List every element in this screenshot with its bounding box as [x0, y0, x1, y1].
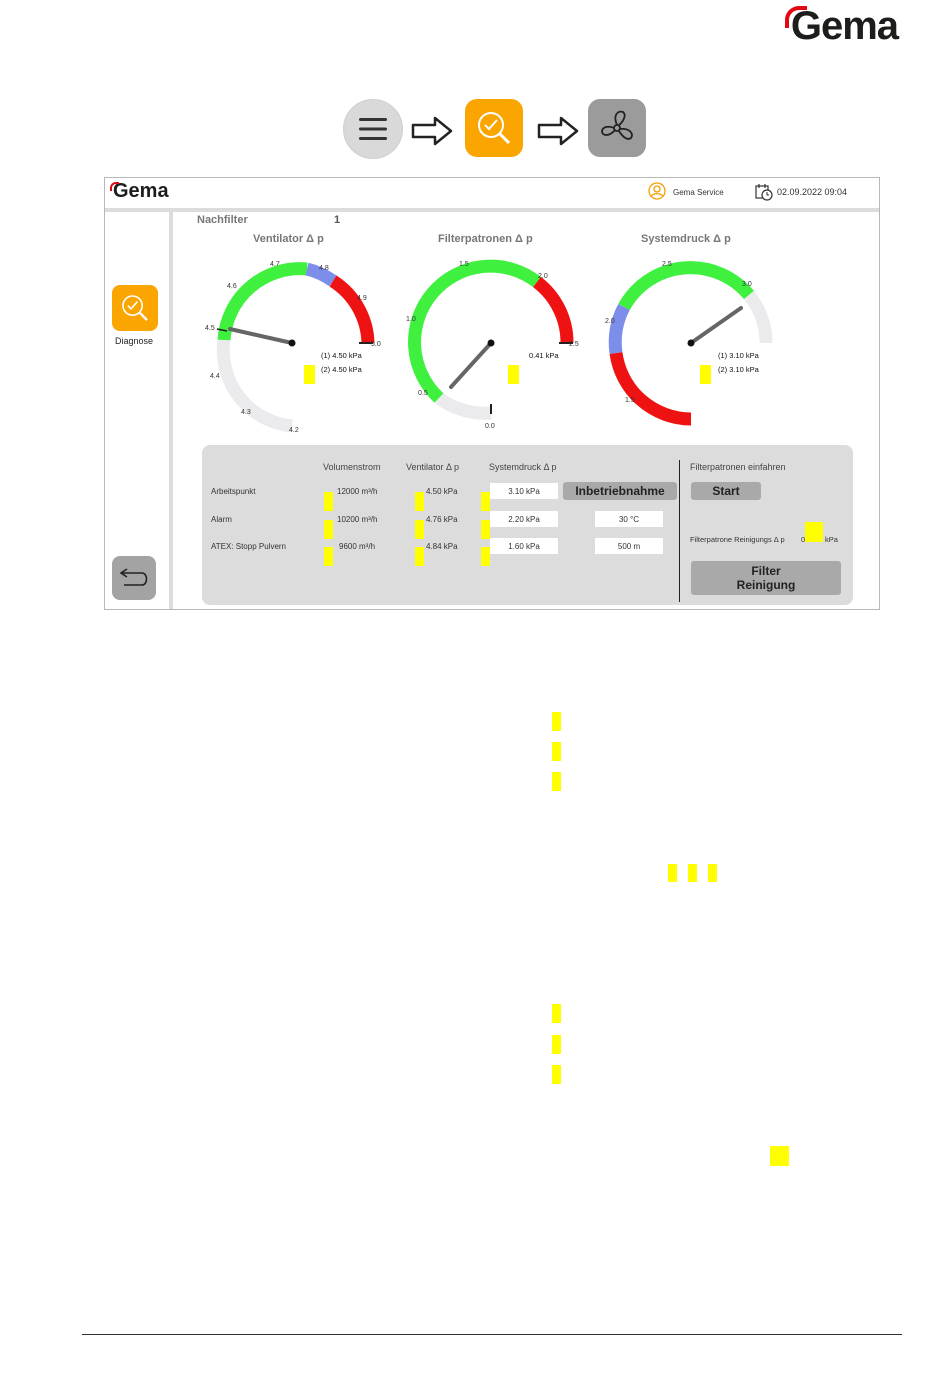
- value-vol-alarm: 10200 m³/h: [337, 515, 378, 524]
- gauge-needle: [230, 329, 292, 343]
- col-header-systemdruck: Systemdruck Δ p: [489, 462, 557, 472]
- gauge-arc-gray: [439, 398, 491, 413]
- gauge-title-systemdruck: Systemdruck Δ p: [641, 233, 731, 245]
- highlight-marker: [481, 492, 490, 511]
- value-vent-alarm: 4.76 kPa: [426, 515, 458, 524]
- gauge-hub: [488, 340, 495, 347]
- gauge-arc-red: [616, 353, 691, 419]
- highlight-marker: [304, 365, 315, 384]
- gauge-arc-red: [333, 281, 368, 343]
- highlight-marker: [770, 1146, 789, 1166]
- setpoint-panel: [202, 445, 853, 605]
- inbetriebnahme-button[interactable]: Inbetriebnahme: [563, 482, 677, 500]
- value-vent-atex: 4.84 kPa: [426, 542, 458, 551]
- highlight-marker: [552, 742, 561, 761]
- highlight-marker: [805, 522, 823, 542]
- calendar-clock-icon: [755, 183, 773, 206]
- gauge-tick-label: 4.3: [241, 409, 251, 416]
- reinigung-label: Filterpatrone Reinigungs Δ p: [690, 535, 785, 544]
- gauge-readout-1: 0.41 kPa: [529, 351, 559, 360]
- gauge-readout-2: (2) 3.10 kPa: [718, 365, 759, 374]
- col-header-ventilator: Ventilator Δ p: [406, 462, 460, 472]
- top-bar: [105, 178, 879, 212]
- gauge-hub: [289, 340, 296, 347]
- highlight-marker: [415, 520, 424, 539]
- highlight-marker: [552, 1065, 561, 1084]
- panel-divider: [679, 460, 680, 602]
- gauge-tick-label: 5.0: [371, 341, 381, 348]
- gauge-tick-label: 4.2: [289, 427, 299, 434]
- reinigung-unit: kPa: [825, 535, 838, 544]
- gauge-tick-label: 0.5: [418, 390, 428, 397]
- gauge-tick-label: 2.0: [605, 318, 615, 325]
- gauge-tick-label: 0.0: [485, 423, 495, 430]
- highlight-marker: [552, 1004, 561, 1023]
- filterpatronen-einfahren-title: Filterpatronen einfahren: [690, 462, 786, 472]
- row-label-atex: ATEX: Stopp Pulvern: [211, 542, 286, 551]
- highlight-marker: [481, 547, 490, 566]
- gauge-tick-label: 1.5: [625, 397, 635, 404]
- highlight-marker: [415, 492, 424, 511]
- logo-arc-icon: [110, 182, 119, 191]
- gauge-tick-label: 4.7: [270, 261, 280, 268]
- highlight-marker: [324, 520, 333, 539]
- gauge-arc-gray: [749, 295, 766, 343]
- col-header-volumenstrom: Volumenstrom: [323, 462, 381, 472]
- gauge-tick-label: 4.6: [227, 283, 237, 290]
- highlight-marker: [324, 547, 333, 566]
- highlight-marker: [324, 492, 333, 511]
- input-sys-atex[interactable]: 1.60 kPa: [490, 538, 558, 554]
- back-button[interactable]: [112, 556, 156, 600]
- back-icon: [118, 567, 150, 589]
- datetime: 02.09.2022 09:04: [777, 187, 848, 197]
- arrow-right-icon: [411, 116, 453, 151]
- row-label-arbeitspunkt: Arbeitspunkt: [211, 487, 256, 496]
- gauge-title-filterpatronen: Filterpatronen Δ p: [438, 233, 533, 245]
- diagnose-icon[interactable]: [465, 99, 523, 157]
- filter-reinigung-button[interactable]: Filter Reinigung: [691, 561, 841, 595]
- highlight-marker: [668, 864, 677, 882]
- gauge-readout-1: (1) 4.50 kPa: [321, 351, 362, 360]
- highlight-marker: [552, 1035, 561, 1054]
- gauge-tick-label: 2.5: [662, 261, 672, 268]
- input-temperature[interactable]: 30 °C: [595, 511, 663, 527]
- reinigung-value: 0: [801, 535, 806, 544]
- gauge-tick-label: 4.5: [205, 325, 215, 332]
- value-vent-arbeitspunkt: 4.50 kPa: [426, 487, 458, 496]
- highlight-marker: [415, 547, 424, 566]
- gauge-hub: [688, 340, 695, 347]
- gauge-arc-gray: [223, 340, 292, 426]
- highlight-marker: [508, 365, 519, 384]
- gauge-ventilator: [195, 250, 395, 440]
- gauge-systemdruck: [595, 250, 795, 440]
- value-vol-arbeitspunkt: 12000 m³/h: [337, 487, 378, 496]
- hmi-screen: [104, 177, 880, 610]
- highlight-marker: [552, 772, 561, 791]
- gauge-tick-label: 2.0: [538, 273, 548, 280]
- diagnose-label: Diagnose: [115, 336, 154, 346]
- gauge-readout-2: (2) 4.50 kPa: [321, 365, 362, 374]
- gauge-needle: [451, 343, 491, 387]
- gauge-needle: [691, 308, 741, 343]
- user-name[interactable]: Gema Service: [673, 188, 724, 197]
- gauge-tick-label: 4.9: [357, 295, 367, 302]
- gauge-arc-green: [624, 268, 749, 307]
- gauge-tick-label: 3.0: [742, 281, 752, 288]
- highlight-marker: [700, 365, 711, 384]
- gauge-readout-1: (1) 3.10 kPa: [718, 351, 759, 360]
- logo-arc-icon: [785, 6, 807, 28]
- gauge-tick-label: 4.4: [210, 373, 220, 380]
- row-label-alarm: Alarm: [211, 515, 232, 524]
- diagnose-icon: [119, 292, 151, 324]
- gauge-tick-label: 2.5: [569, 341, 579, 348]
- section-label: Nachfilter: [197, 214, 248, 226]
- page-logo: Gema: [791, 4, 898, 49]
- input-distance[interactable]: 500 m: [595, 538, 663, 554]
- screen-logo: Gema: [113, 180, 169, 203]
- highlight-marker: [552, 712, 561, 731]
- gauge-title-ventilator: Ventilator Δ p: [253, 233, 324, 245]
- menu-icon[interactable]: [343, 99, 403, 159]
- highlight-marker: [708, 864, 717, 882]
- gauge-arc-blue: [615, 307, 624, 353]
- arrow-right-icon: [537, 116, 579, 151]
- diagnose-button[interactable]: [112, 285, 158, 331]
- gauge-tick-label: 1.0: [406, 316, 416, 323]
- highlight-marker: [481, 520, 490, 539]
- input-sys-alarm[interactable]: 2.20 kPa: [490, 511, 558, 527]
- user-icon[interactable]: [648, 182, 666, 205]
- input-sys-arbeitspunkt[interactable]: 3.10 kPa: [490, 483, 558, 499]
- gauge-tick-label: 4.8: [319, 265, 329, 272]
- gauge-filterpatronen: [395, 250, 595, 440]
- sidebar: [105, 212, 173, 609]
- footer-rule: [82, 1334, 902, 1335]
- gauge-arc-red: [537, 282, 567, 343]
- section-value: 1: [334, 214, 341, 226]
- start-button[interactable]: Start: [691, 482, 761, 500]
- value-vol-atex: 9600 m³/h: [339, 542, 376, 551]
- gauge-tick-label: 1.5: [459, 261, 469, 268]
- fan-icon[interactable]: [588, 99, 646, 157]
- highlight-marker: [688, 864, 697, 882]
